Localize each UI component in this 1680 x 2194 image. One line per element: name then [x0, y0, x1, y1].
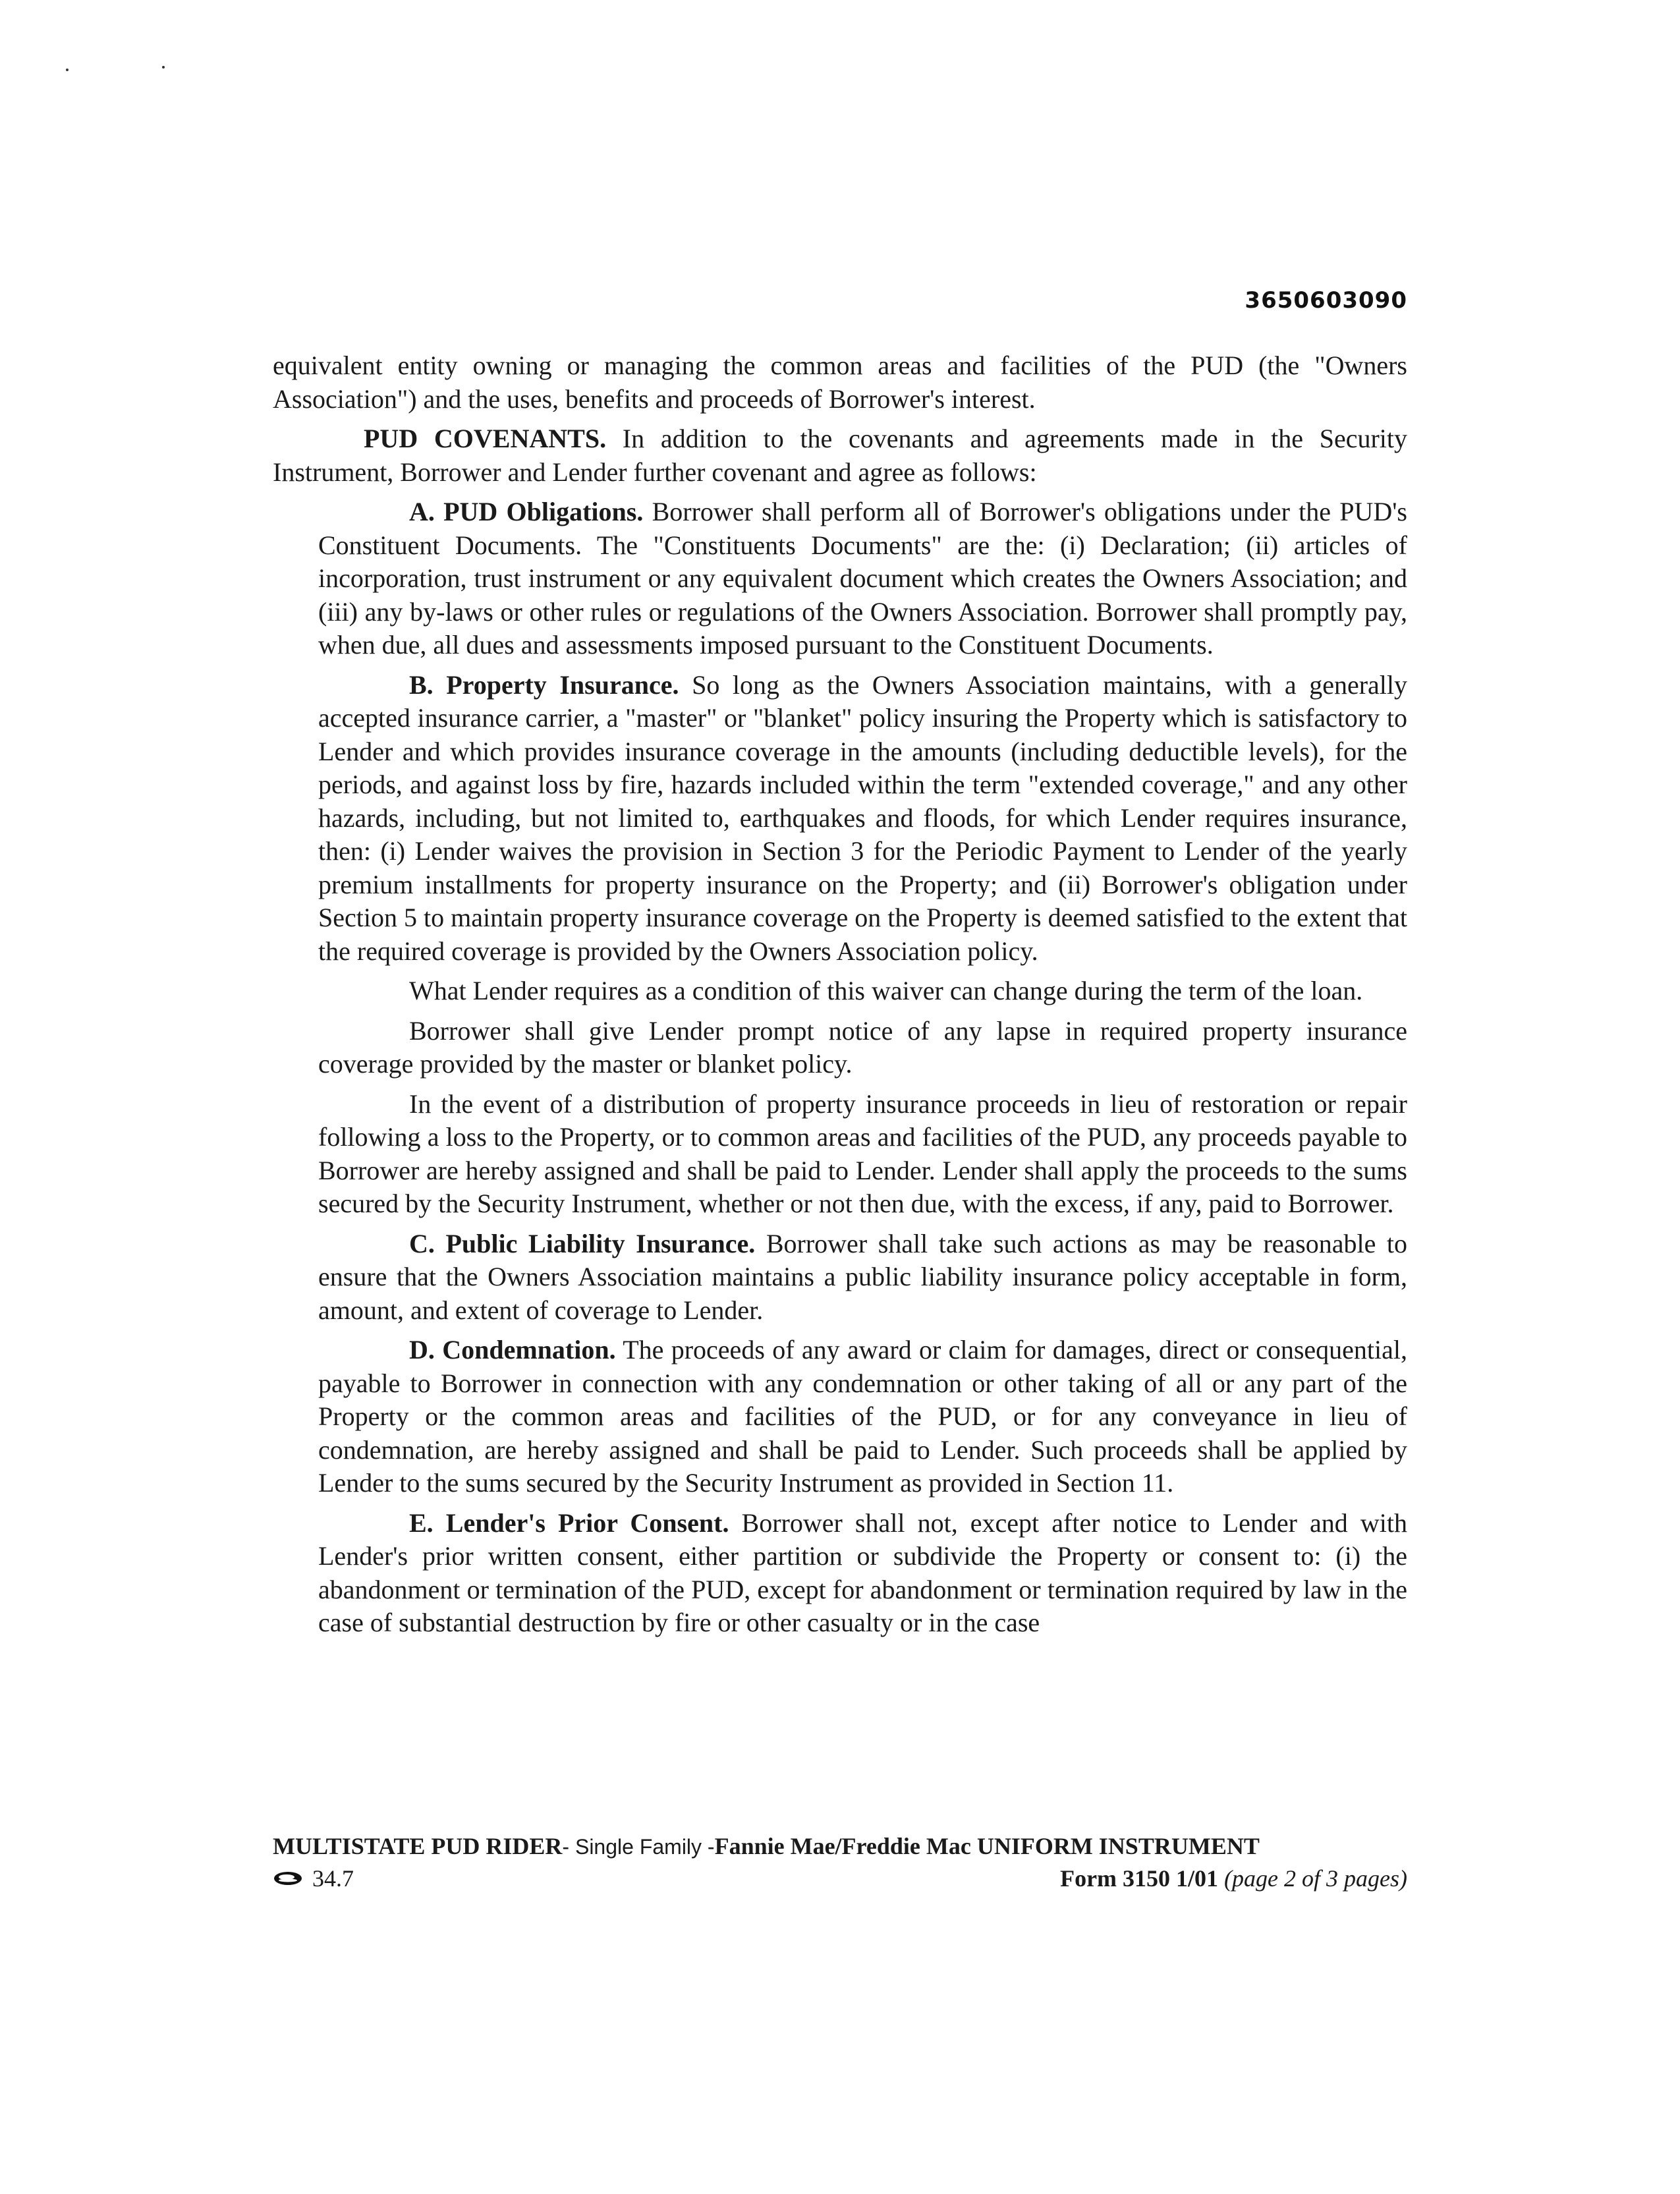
paragraph-text: Borrower shall not, except after notice to Lender and with Lender's prior written consent, either partition or subdivide the Property or consent to: (i) the abandonment or termination of the PUD, except for abandonment or termination required by law in the case of substantial destruction by fire or other casualty or in the case	[318, 1507, 1407, 1637]
heading-condemnation: D. Condemnation.	[409, 1335, 616, 1364]
heading-property-insurance: B. Property Insurance.	[409, 669, 679, 700]
paragraph-waiver-condition: What Lender requires as a condition of this waiver can change during the term of the loan.	[409, 976, 1363, 1005]
rider-instrument: Fannie Mae/Freddie Mac UNIFORM INSTRUMENT	[714, 1833, 1260, 1859]
rider-separator: -	[562, 1835, 575, 1859]
paragraph-pud-obligations	[318, 495, 1407, 662]
paragraph-insurance-proceeds: In the event of a distribution of property insurance proceeds in lieu of restoration or repair following a loss to the Property, or to common areas and facilities of the PUD, any proceeds payable to Borrower are hereby assigned and shall be paid to Lender. Lender shall apply the proceeds to the sums secured by the Security Instrument, whether or not then due, with the excess, if any, paid to Borrower.	[318, 1088, 1407, 1218]
form-code: 34.7	[312, 1865, 354, 1892]
paragraph-text: In addition to the covenants and agreements made in the Security Instrument, Borrower and Lender further covenant and agree as follows:	[273, 424, 1408, 487]
rider-separator: -	[702, 1835, 715, 1859]
footer-form-info	[1060, 1863, 1407, 1894]
paragraph-pud-covenants	[273, 422, 1407, 489]
form-label: Form 3150 1/01	[1060, 1865, 1219, 1892]
paragraph-public-liability	[318, 1227, 1407, 1328]
heading-pud-covenants: PUD COVENANTS.	[364, 424, 607, 453]
footer-rider-title	[273, 1830, 1407, 1863]
document-number: 3650603090	[1245, 287, 1407, 314]
paragraph-condemnation	[318, 1334, 1407, 1500]
paragraph-continuation: equivalent entity owning or managing the common areas and facilities of the PUD (the "Owners Association") and the uses, benefits and proceeds of Borrower's interest.	[273, 351, 1407, 414]
paragraph-lenders-prior-consent	[318, 1507, 1407, 1640]
paragraph-property-insurance	[318, 669, 1407, 969]
page-info: (page 2 of 3 pages)	[1224, 1865, 1407, 1892]
heading-public-liability: C. Public Liability Insurance.	[409, 1228, 756, 1258]
scan-speck	[66, 69, 69, 71]
document-footer	[273, 1830, 1407, 1896]
vmp-logo-icon	[273, 1863, 303, 1895]
heading-pud-obligations: A. PUD Obligations.	[409, 497, 644, 526]
document-body	[273, 349, 1407, 1646]
heading-lenders-prior-consent: E. Lender's Prior Consent.	[409, 1507, 729, 1538]
paragraph-text: Borrower shall take such actions as may be reasonable to ensure that the Owners Association maintains a public liability insurance policy acceptable in form, amount, and extent of coverage to Lender.	[318, 1228, 1408, 1325]
footer-form-line	[273, 1863, 1407, 1896]
paragraph-lapse-notice: Borrower shall give Lender prompt notice of any lapse in required property insurance coverage provided by the master or blanket policy.	[318, 1015, 1407, 1079]
paragraph-text: So long as the Owners Association maintains, with a generally accepted insurance carrier, a "master" or "blanket" policy insuring the Property which is satisfactory to Lender and which provides insurance coverage in the amounts (including deductible levels), for the periods, and against loss by fire, hazards included within the term "extended coverage," and any other hazards, including, but not limited to, earthquakes and floods, for which Lender requires insurance, then: (i) Lender waives the provision in Section 3 for the Periodic Payment to Lender of the yearly premium installments for property insurance on the Property; and (ii) Borrower's obligation under Section 5 to maintain property insurance coverage on the Property is deemed satisfied to the extent that the required coverage is provided by the Owners Association policy.	[318, 669, 1408, 966]
scan-speck	[162, 66, 165, 69]
paragraph-text: The proceeds of any award or claim for damages, direct or consequential, payable to Borrower in connection with any condemnation or other taking of all or any part of the Property or the common areas and facilities of the PUD, or for any conveyance in lieu of condemnation, are hereby assigned and shall be paid to Lender. Such proceeds shall be applied by Lender to the sums secured by the Security Instrument as provided in Section 11.	[318, 1335, 1408, 1498]
rider-family: Single Family	[574, 1835, 702, 1859]
footer-form-code	[273, 1863, 354, 1895]
paragraph-text: Borrower shall perform all of Borrower's obligations under the PUD's Constituent Documents. The "Constituents Documents" are the: (i) Declaration; (ii) articles of incorporation, trust instrument or any equivalent document which creates the Owners Association; and (iii) any by-laws or other rules or regulations of the Owners Association. Borrower shall promptly pay, when due, all dues and assessments imposed pursuant to the Constituent Documents.	[318, 497, 1407, 660]
rider-title: MULTISTATE PUD RIDER	[273, 1833, 563, 1859]
